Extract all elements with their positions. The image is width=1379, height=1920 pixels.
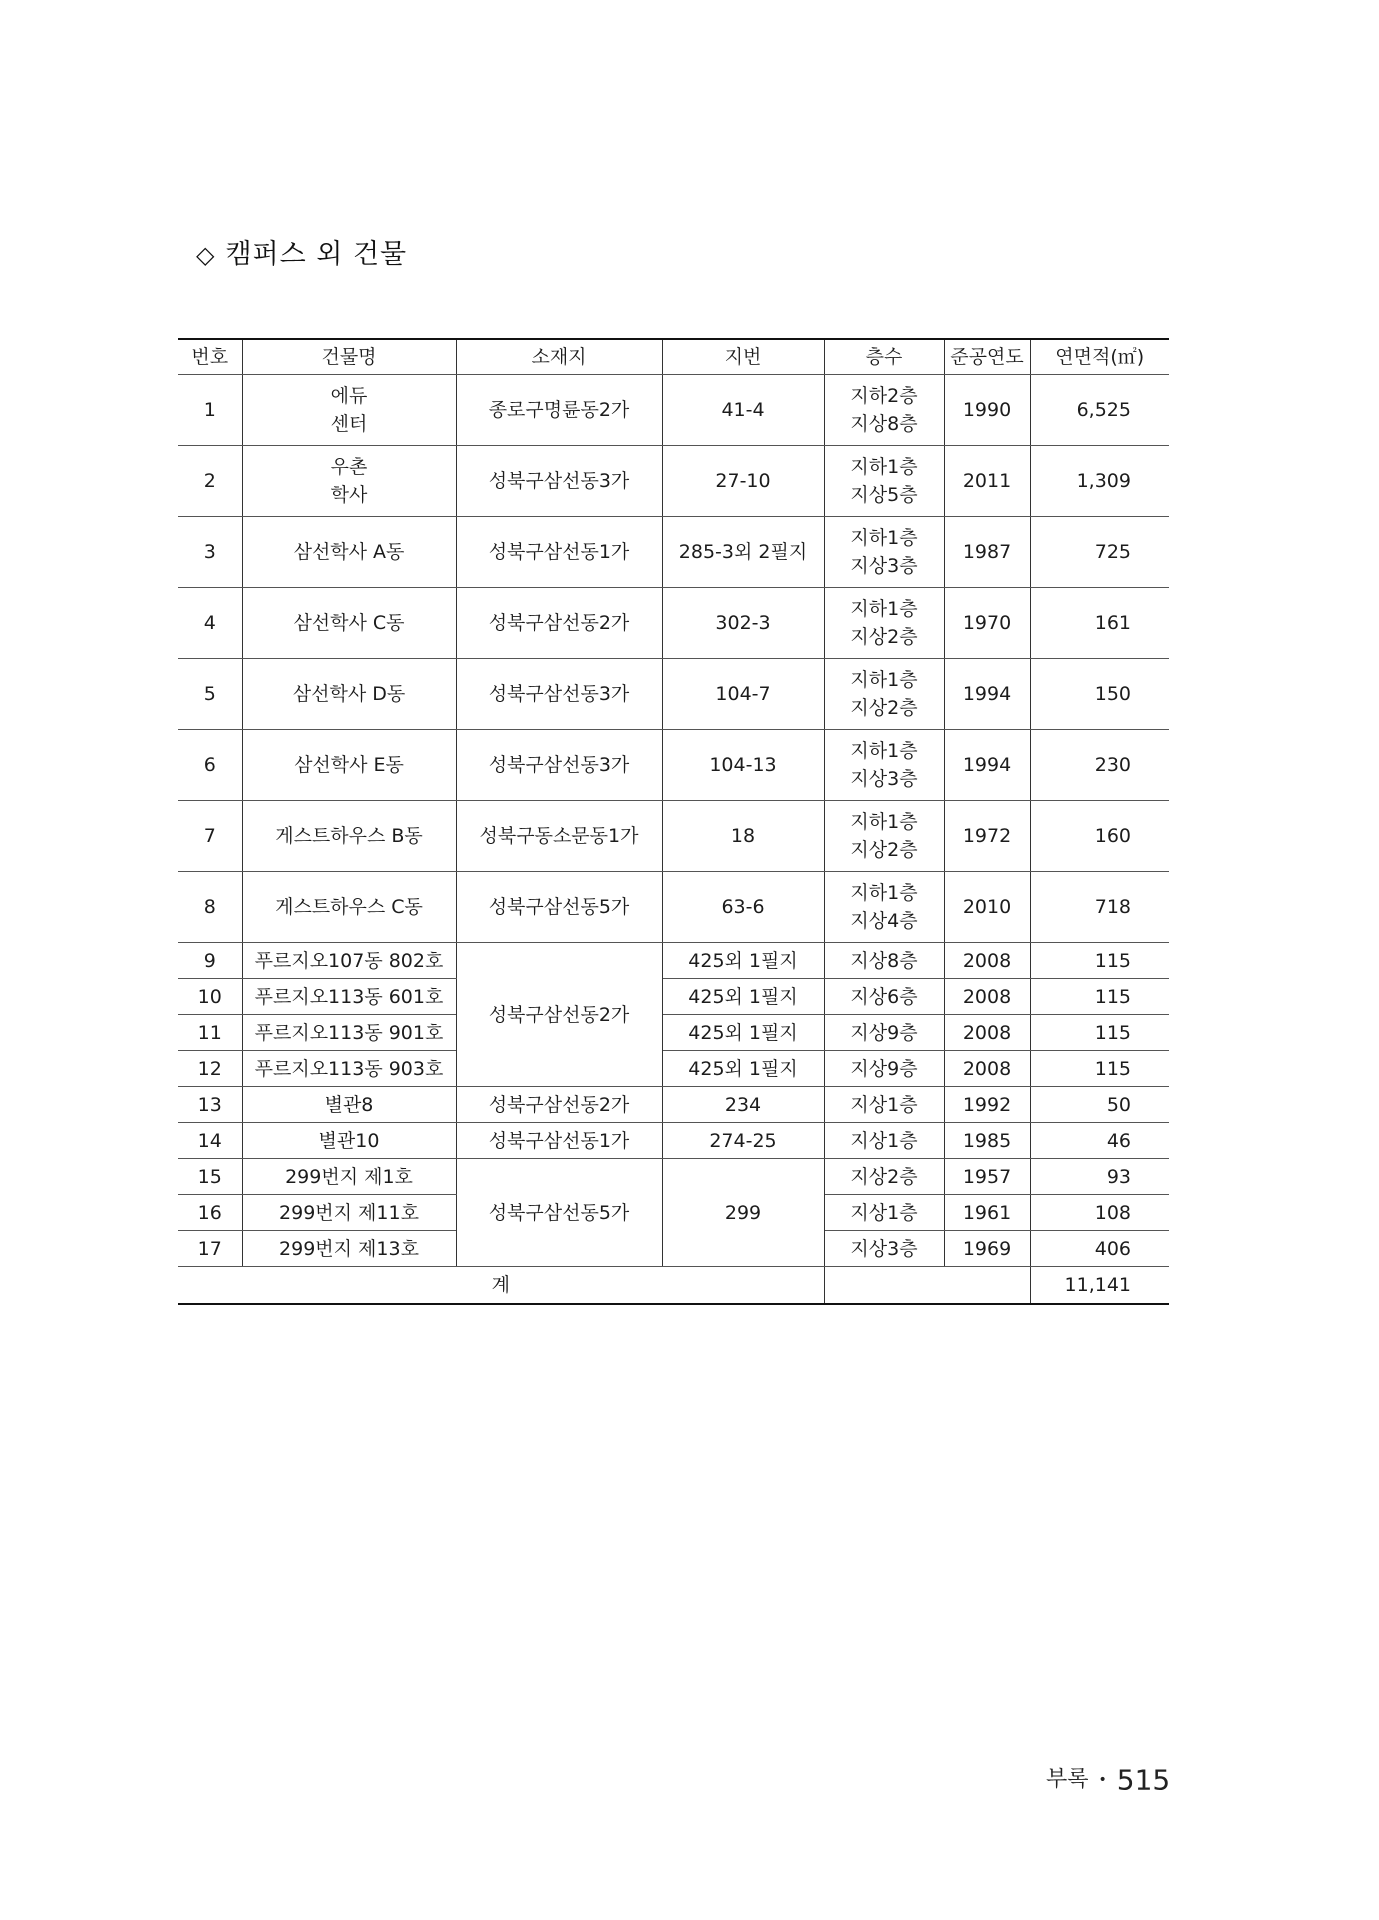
cell-floors: 지하1층 지상2층 [824,659,944,730]
cell-location: 성북구삼선동1가 [456,517,662,588]
header-lot: 지번 [662,339,824,375]
cell-area: 93 [1030,1159,1169,1195]
cell-name: 삼선학사 D동 [242,659,456,730]
diamond-icon: ◇ [196,241,216,269]
cell-name: 우촌 학사 [242,446,456,517]
cell-area: 6,525 [1030,375,1169,446]
page-footer [1046,1762,1170,1797]
total-row [178,1267,1169,1305]
footer-section: 부록 [1046,1767,1089,1792]
total-label: 계 [178,1267,824,1305]
cell-location: 성북구삼선동5가 [456,1159,662,1267]
total-value: 11,141 [1030,1267,1169,1305]
cell-year: 1957 [944,1159,1030,1195]
cell-lot: 41-4 [662,375,824,446]
cell-floors: 지하1층 지상3층 [824,730,944,801]
cell-floors: 지상9층 [824,1015,944,1051]
cell-area: 718 [1030,872,1169,943]
cell-year: 1990 [944,375,1030,446]
table-row [178,659,1169,730]
cell-lot: 425외 1필지 [662,979,824,1015]
table-row [178,1159,1169,1195]
cell-area: 406 [1030,1231,1169,1267]
cell-name: 푸르지오113동 901호 [242,1015,456,1051]
cell-area: 46 [1030,1123,1169,1159]
cell-no: 17 [178,1231,242,1267]
cell-name: 에듀 센터 [242,375,456,446]
cell-name: 삼선학사 A동 [242,517,456,588]
header-name: 건물명 [242,339,456,375]
cell-lot: 27-10 [662,446,824,517]
cell-lot: 18 [662,801,824,872]
cell-no: 9 [178,943,242,979]
cell-year: 1994 [944,659,1030,730]
cell-no: 7 [178,801,242,872]
cell-year: 1992 [944,1087,1030,1123]
cell-area: 150 [1030,659,1169,730]
cell-name: 삼선학사 C동 [242,588,456,659]
cell-location: 성북구삼선동3가 [456,659,662,730]
cell-lot: 302-3 [662,588,824,659]
cell-floors: 지상8층 [824,943,944,979]
cell-name: 게스트하우스 C동 [242,872,456,943]
cell-location: 종로구명륜동2가 [456,375,662,446]
cell-year: 2008 [944,943,1030,979]
cell-location: 성북구동소문동1가 [456,801,662,872]
cell-area: 50 [1030,1087,1169,1123]
cell-floors: 지하1층 지상2층 [824,588,944,659]
cell-no: 4 [178,588,242,659]
cell-location: 성북구삼선동2가 [456,1087,662,1123]
table-row [178,979,1169,1015]
cell-floors: 지상1층 [824,1123,944,1159]
cell-no: 3 [178,517,242,588]
cell-location: 성북구삼선동3가 [456,446,662,517]
cell-year: 2008 [944,1051,1030,1087]
cell-lot: 104-7 [662,659,824,730]
table-row [178,1015,1169,1051]
cell-name: 푸르지오107동 802호 [242,943,456,979]
cell-floors: 지하1층 지상4층 [824,872,944,943]
cell-no: 16 [178,1195,242,1231]
table-row [178,1123,1169,1159]
cell-area: 725 [1030,517,1169,588]
cell-location: 성북구삼선동5가 [456,872,662,943]
table-header-row [178,339,1169,375]
cell-area: 160 [1030,801,1169,872]
cell-lot: 425외 1필지 [662,1015,824,1051]
cell-name: 별관8 [242,1087,456,1123]
header-area: 연면적(㎡) [1030,339,1169,375]
cell-name: 299번지 제13호 [242,1231,456,1267]
cell-name: 별관10 [242,1123,456,1159]
header-year: 준공연도 [944,339,1030,375]
header-location: 소재지 [456,339,662,375]
cell-no: 5 [178,659,242,730]
cell-year: 1985 [944,1123,1030,1159]
header-floors: 층수 [824,339,944,375]
cell-no: 14 [178,1123,242,1159]
cell-year: 2010 [944,872,1030,943]
cell-year: 1970 [944,588,1030,659]
table-row [178,588,1169,659]
cell-area: 115 [1030,1051,1169,1087]
cell-floors: 지상9층 [824,1051,944,1087]
bullet-icon: • [1098,1772,1107,1788]
cell-lot: 299 [662,1159,824,1267]
cell-floors: 지상3층 [824,1231,944,1267]
table-row [178,943,1169,979]
cell-lot: 425외 1필지 [662,943,824,979]
cell-location: 성북구삼선동2가 [456,588,662,659]
cell-floors: 지하1층 지상2층 [824,801,944,872]
cell-lot: 285-3외 2필지 [662,517,824,588]
cell-floors: 지하2층 지상8층 [824,375,944,446]
cell-year: 1969 [944,1231,1030,1267]
cell-area: 230 [1030,730,1169,801]
cell-lot: 63-6 [662,872,824,943]
cell-floors: 지상1층 [824,1087,944,1123]
cell-area: 161 [1030,588,1169,659]
table-row [178,872,1169,943]
table-row [178,446,1169,517]
table-row [178,1051,1169,1087]
section-title [196,232,407,271]
cell-year: 1972 [944,801,1030,872]
cell-name: 푸르지오113동 903호 [242,1051,456,1087]
cell-floors: 지상1층 [824,1195,944,1231]
cell-area: 115 [1030,979,1169,1015]
table-row [178,730,1169,801]
page-number: 515 [1116,1763,1171,1797]
cell-area: 108 [1030,1195,1169,1231]
cell-floors: 지하1층 지상5층 [824,446,944,517]
cell-no: 13 [178,1087,242,1123]
cell-floors: 지상6층 [824,979,944,1015]
cell-location: 성북구삼선동1가 [456,1123,662,1159]
cell-no: 11 [178,1015,242,1051]
cell-floors: 지하1층 지상3층 [824,517,944,588]
cell-year: 1987 [944,517,1030,588]
building-table [178,338,1169,1305]
cell-no: 8 [178,872,242,943]
cell-year: 2011 [944,446,1030,517]
cell-name: 게스트하우스 B동 [242,801,456,872]
cell-area: 115 [1030,1015,1169,1051]
cell-no: 1 [178,375,242,446]
cell-lot: 104-13 [662,730,824,801]
cell-year: 1994 [944,730,1030,801]
header-no: 번호 [178,339,242,375]
cell-year: 2008 [944,979,1030,1015]
cell-name: 299번지 제1호 [242,1159,456,1195]
cell-area: 115 [1030,943,1169,979]
cell-no: 6 [178,730,242,801]
cell-name: 푸르지오113동 601호 [242,979,456,1015]
section-title-text: 캠퍼스 외 건물 [225,239,408,270]
cell-no: 2 [178,446,242,517]
cell-no: 10 [178,979,242,1015]
cell-lot: 425외 1필지 [662,1051,824,1087]
cell-floors: 지상2층 [824,1159,944,1195]
cell-location: 성북구삼선동2가 [456,943,662,1087]
cell-name: 삼선학사 E동 [242,730,456,801]
table-row [178,1087,1169,1123]
table-row [178,801,1169,872]
table-row [178,517,1169,588]
cell-location: 성북구삼선동3가 [456,730,662,801]
table-row [178,375,1169,446]
cell-year: 2008 [944,1015,1030,1051]
cell-name: 299번지 제11호 [242,1195,456,1231]
total-empty [824,1267,1030,1305]
cell-area: 1,309 [1030,446,1169,517]
cell-lot: 234 [662,1087,824,1123]
cell-year: 1961 [944,1195,1030,1231]
cell-lot: 274-25 [662,1123,824,1159]
cell-no: 12 [178,1051,242,1087]
cell-no: 15 [178,1159,242,1195]
